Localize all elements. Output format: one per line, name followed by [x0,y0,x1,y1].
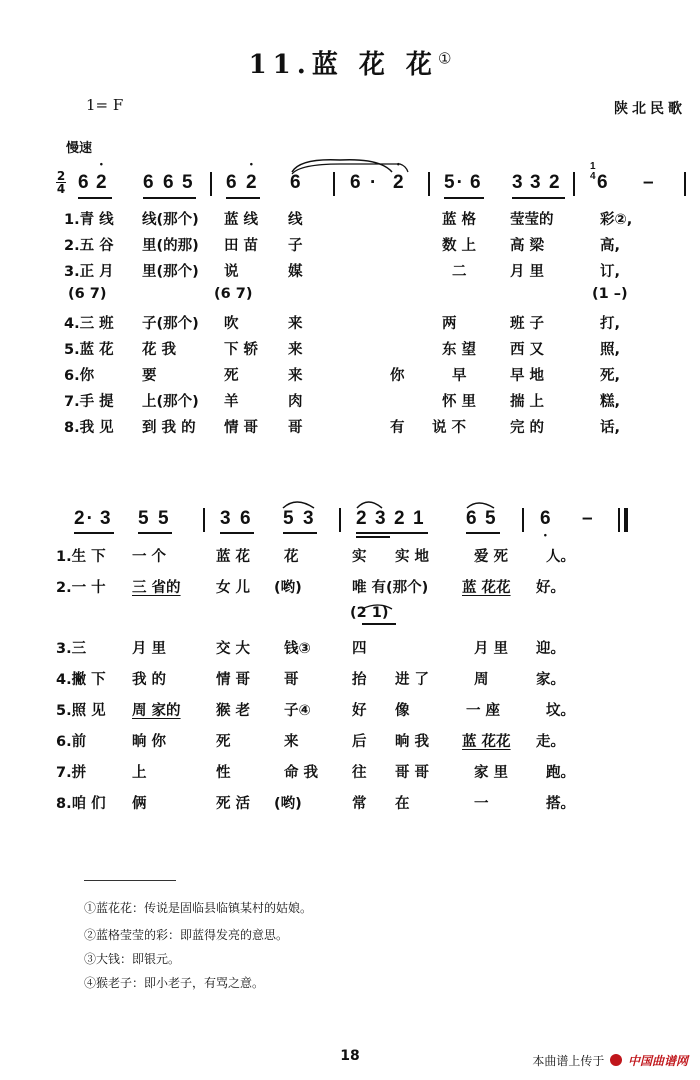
site-logo-icon [610,1054,622,1066]
lyric-syllable: 2.五 谷 [64,238,114,254]
lyric-syllable: 子④ [284,703,311,719]
lyric-syllable: 高, [600,238,621,254]
lyric-syllable: 来 [288,342,303,358]
lyric-syllable: 命 我 [284,765,319,781]
lyric-syllable: 下 轿 [224,342,259,358]
note: 2 [549,172,562,193]
note: 6 [597,172,610,193]
lyric-syllable: 来 [288,368,303,384]
note: 6 [290,172,303,193]
footnote-2: ②蓝格莹莹的彩：即蓝得发亮的意思。 [84,928,289,942]
lyric-syllable: 像 [395,703,410,719]
lyric-syllable: 怀 里 [442,394,477,410]
lyric-syllable: 田 苗 [224,238,259,254]
lyric-syllable: 照, [600,342,621,358]
note: 3 [530,172,543,193]
note: 6 • [540,508,553,530]
note: 6 [143,172,156,193]
lyric-syllable: 有 [390,420,405,436]
page-number: 18 [340,1048,360,1064]
lyric-syllable: 哥 哥 [395,765,430,781]
lyric-syllable: 一 个 [132,549,167,565]
note: – [582,508,595,529]
lyric-syllable: 后 [352,734,367,750]
key-signature: 1= F [86,96,124,114]
note: 6 [466,508,479,529]
note: 3 [375,508,388,529]
lyric-syllable: 哥 [288,420,303,436]
lyric-syllable: 早 地 [510,368,545,384]
lyric-syllable: 3.三 [56,641,87,657]
lyric-syllable: 5.照 见 [56,703,106,719]
lyric-syllable: 说 不 [432,420,467,436]
lyric-syllable: 西 又 [510,342,545,358]
lyric-syllable: 好 [352,703,367,719]
lyric-syllable: 人。 [546,549,575,565]
lyric-syllable: 蓝 花花 [462,734,511,750]
lyric-syllable: 蓝 花花 [462,580,511,596]
lyric-syllable: 早 [452,368,467,384]
note: · [370,172,379,193]
note: 6 [163,172,176,193]
lyric-syllable: 钱③ [284,641,311,657]
lyric-syllable: 莹莹的 [510,212,554,228]
site-name[interactable]: 中国曲谱网 [627,1054,688,1068]
lyric-syllable: 7.拼 [56,765,87,781]
lyric-syllable: 常 [352,796,367,812]
lyric-syllable: 蓝 花 [216,549,251,565]
lyric-syllable: 糕, [600,394,621,410]
lyric-syllable: 揣 上 [510,394,545,410]
lyric-syllable: 线(那个) [142,212,199,228]
lyric-syllable: 上(那个) [142,394,199,410]
lyric-syllable: (哟) [274,796,302,812]
lyric-syllable: 唯 有(那个) [352,580,429,596]
lyric-syllable: 周 家的 [132,703,181,719]
lyric-syllable: 彩②, [600,212,633,228]
lyric-syllable: 情 哥 [224,420,259,436]
lyric-syllable: 晌 我 [395,734,430,750]
lyric-syllable: 蓝 格 [442,212,477,228]
lyric-syllable: 我 的 [132,672,167,688]
alt-notes: (2 1) [350,605,389,621]
lyric-syllable: 说 [224,264,239,280]
upload-credit: 本曲谱上传于 中国曲谱网 [532,1054,688,1068]
lyric-syllable: 4.撇 下 [56,672,106,688]
lyric-syllable: 死 [224,368,239,384]
lyric-syllable: 交 大 [216,641,251,657]
lyric-syllable: 订, [600,264,621,280]
lyric-syllable: 迎。 [536,641,565,657]
alt-notes: (6 7) [68,286,107,302]
lyric-syllable: 数 上 [442,238,477,254]
note: 3 [100,508,113,529]
lyric-syllable: 班 子 [510,316,545,332]
lyric-syllable: 子(那个) [142,316,199,332]
lyric-syllable: 花 [284,549,299,565]
note: 2· [74,508,95,529]
note: 1 [413,508,426,529]
lyric-syllable: 三 省的 [132,580,181,596]
tie-slur [0,603,700,623]
lyric-syllable: 8.我 见 [64,420,114,436]
lyric-syllable: 里(的那) [142,238,199,254]
lyric-syllable: 1.生 下 [56,549,106,565]
lyric-syllable: 好。 [536,580,565,596]
lyric-syllable: 猴 老 [216,703,251,719]
lyric-syllable: 死 活 [216,796,251,812]
song-title: 11.蓝 花 花① [248,49,452,80]
lyric-syllable: 7.手 提 [64,394,114,410]
note: 5 [485,508,498,529]
footnote-4: ④猴老子：即小老子，有骂之意。 [84,976,265,990]
lyric-syllable: 月 里 [510,264,545,280]
alt-notes: (1 –) [592,286,628,302]
lyric-syllable: 4.三 班 [64,316,114,332]
lyric-syllable: 高 梁 [510,238,545,254]
note: 5 [138,508,151,529]
lyric-syllable: 坟。 [546,703,575,719]
lyric-syllable: 情 哥 [216,672,251,688]
note: 6 [226,172,239,193]
lyric-syllable: 爱 死 [474,549,509,565]
lyric-syllable: 两 [442,316,457,332]
lyric-syllable: 抬 [352,672,367,688]
lyric-syllable: 东 望 [442,342,477,358]
lyric-syllable: 5.蓝 花 [64,342,114,358]
lyric-syllable: 3.正 月 [64,264,114,280]
note: 5 [158,508,171,529]
lyric-syllable: 完 的 [510,420,545,436]
alt-notes: (6 7) [214,286,253,302]
lyric-syllable: 俩 [132,796,147,812]
lyric-syllable: 死 [216,734,231,750]
lyric-syllable: 二 [452,264,467,280]
lyric-syllable: 来 [284,734,299,750]
lyric-syllable: 家。 [536,672,565,688]
lyric-syllable: 吹 [224,316,239,332]
lyric-syllable: 四 [352,641,367,657]
note: – [643,172,656,193]
lyric-syllable: 月 里 [474,641,509,657]
note: 5· [444,172,465,193]
lyric-syllable: 一 座 [466,703,501,719]
note: 6 [78,172,91,193]
lyric-syllable: 往 [352,765,367,781]
lyric-syllable: 子 [288,238,303,254]
lyric-syllable: 家 里 [474,765,509,781]
lyric-syllable: 你 [390,368,405,384]
note: 3 [303,508,316,529]
lyric-syllable: 上 [132,765,147,781]
lyric-syllable: 走。 [536,734,565,750]
note: 2 [356,508,369,529]
lyric-syllable: 8.咱 们 [56,796,106,812]
lyric-syllable: 要 [142,368,157,384]
lyric-syllable: 跑。 [546,765,575,781]
lyric-syllable: 打, [600,316,621,332]
note: 5 [182,172,195,193]
footnote-1: ①蓝花花：传说是固临县临镇某村的姑娘。 [84,901,313,915]
lyric-syllable: 2.一 十 [56,580,106,596]
note: 6 [240,508,253,529]
note: • 2 [96,172,109,194]
lyric-syllable: 搭。 [546,796,575,812]
lyric-syllable: 线 [288,212,303,228]
tempo-marking: 慢速 [66,141,93,156]
time-change: 1 4 [590,161,596,182]
lyric-syllable: 性 [216,765,231,781]
lyric-syllable: 月 里 [132,641,167,657]
lyric-syllable: 羊 [224,394,239,410]
lyric-syllable: 到 我 的 [142,420,196,436]
lyric-syllable: 6.前 [56,734,87,750]
song-origin: 陕北民歌 [614,101,686,117]
note: 5 [283,508,296,529]
lyric-syllable: 6.你 [64,368,95,384]
lyric-syllable: 花 我 [142,342,177,358]
note: • 2 [246,172,259,194]
lyric-syllable: 在 [395,796,410,812]
note: 2 [394,508,407,529]
note: 3 [512,172,525,193]
lyric-syllable: 死, [600,368,621,384]
lyric-syllable: 进 了 [395,672,430,688]
footnote-divider [84,880,176,881]
lyric-syllable: 周 [474,672,489,688]
lyric-syllable: 媒 [288,264,303,280]
lyric-syllable: 哥 [284,672,299,688]
lyric-syllable: 实 地 [395,549,430,565]
lyric-syllable: 肉 [288,394,303,410]
note: • 2 [393,172,406,194]
note: 6 [350,172,363,193]
lyric-syllable: 话, [600,420,621,436]
footnote-3: ③大钱：即银元。 [84,952,181,966]
lyric-syllable: 蓝 线 [224,212,259,228]
note: 6 [470,172,483,193]
note: 3 [220,508,233,529]
lyric-syllable: 晌 你 [132,734,167,750]
lyric-syllable: 1.青 线 [64,212,114,228]
tie-slur [0,494,700,524]
lyric-syllable: 来 [288,316,303,332]
lyric-syllable: 实 [352,549,367,565]
lyric-syllable: 里(那个) [142,264,199,280]
lyric-syllable: (哟) [274,580,302,596]
lyric-syllable: 一 [474,796,489,812]
time-signature: 2 4 [56,169,66,196]
lyric-syllable: 女 儿 [216,580,251,596]
tie-slur [0,152,700,192]
